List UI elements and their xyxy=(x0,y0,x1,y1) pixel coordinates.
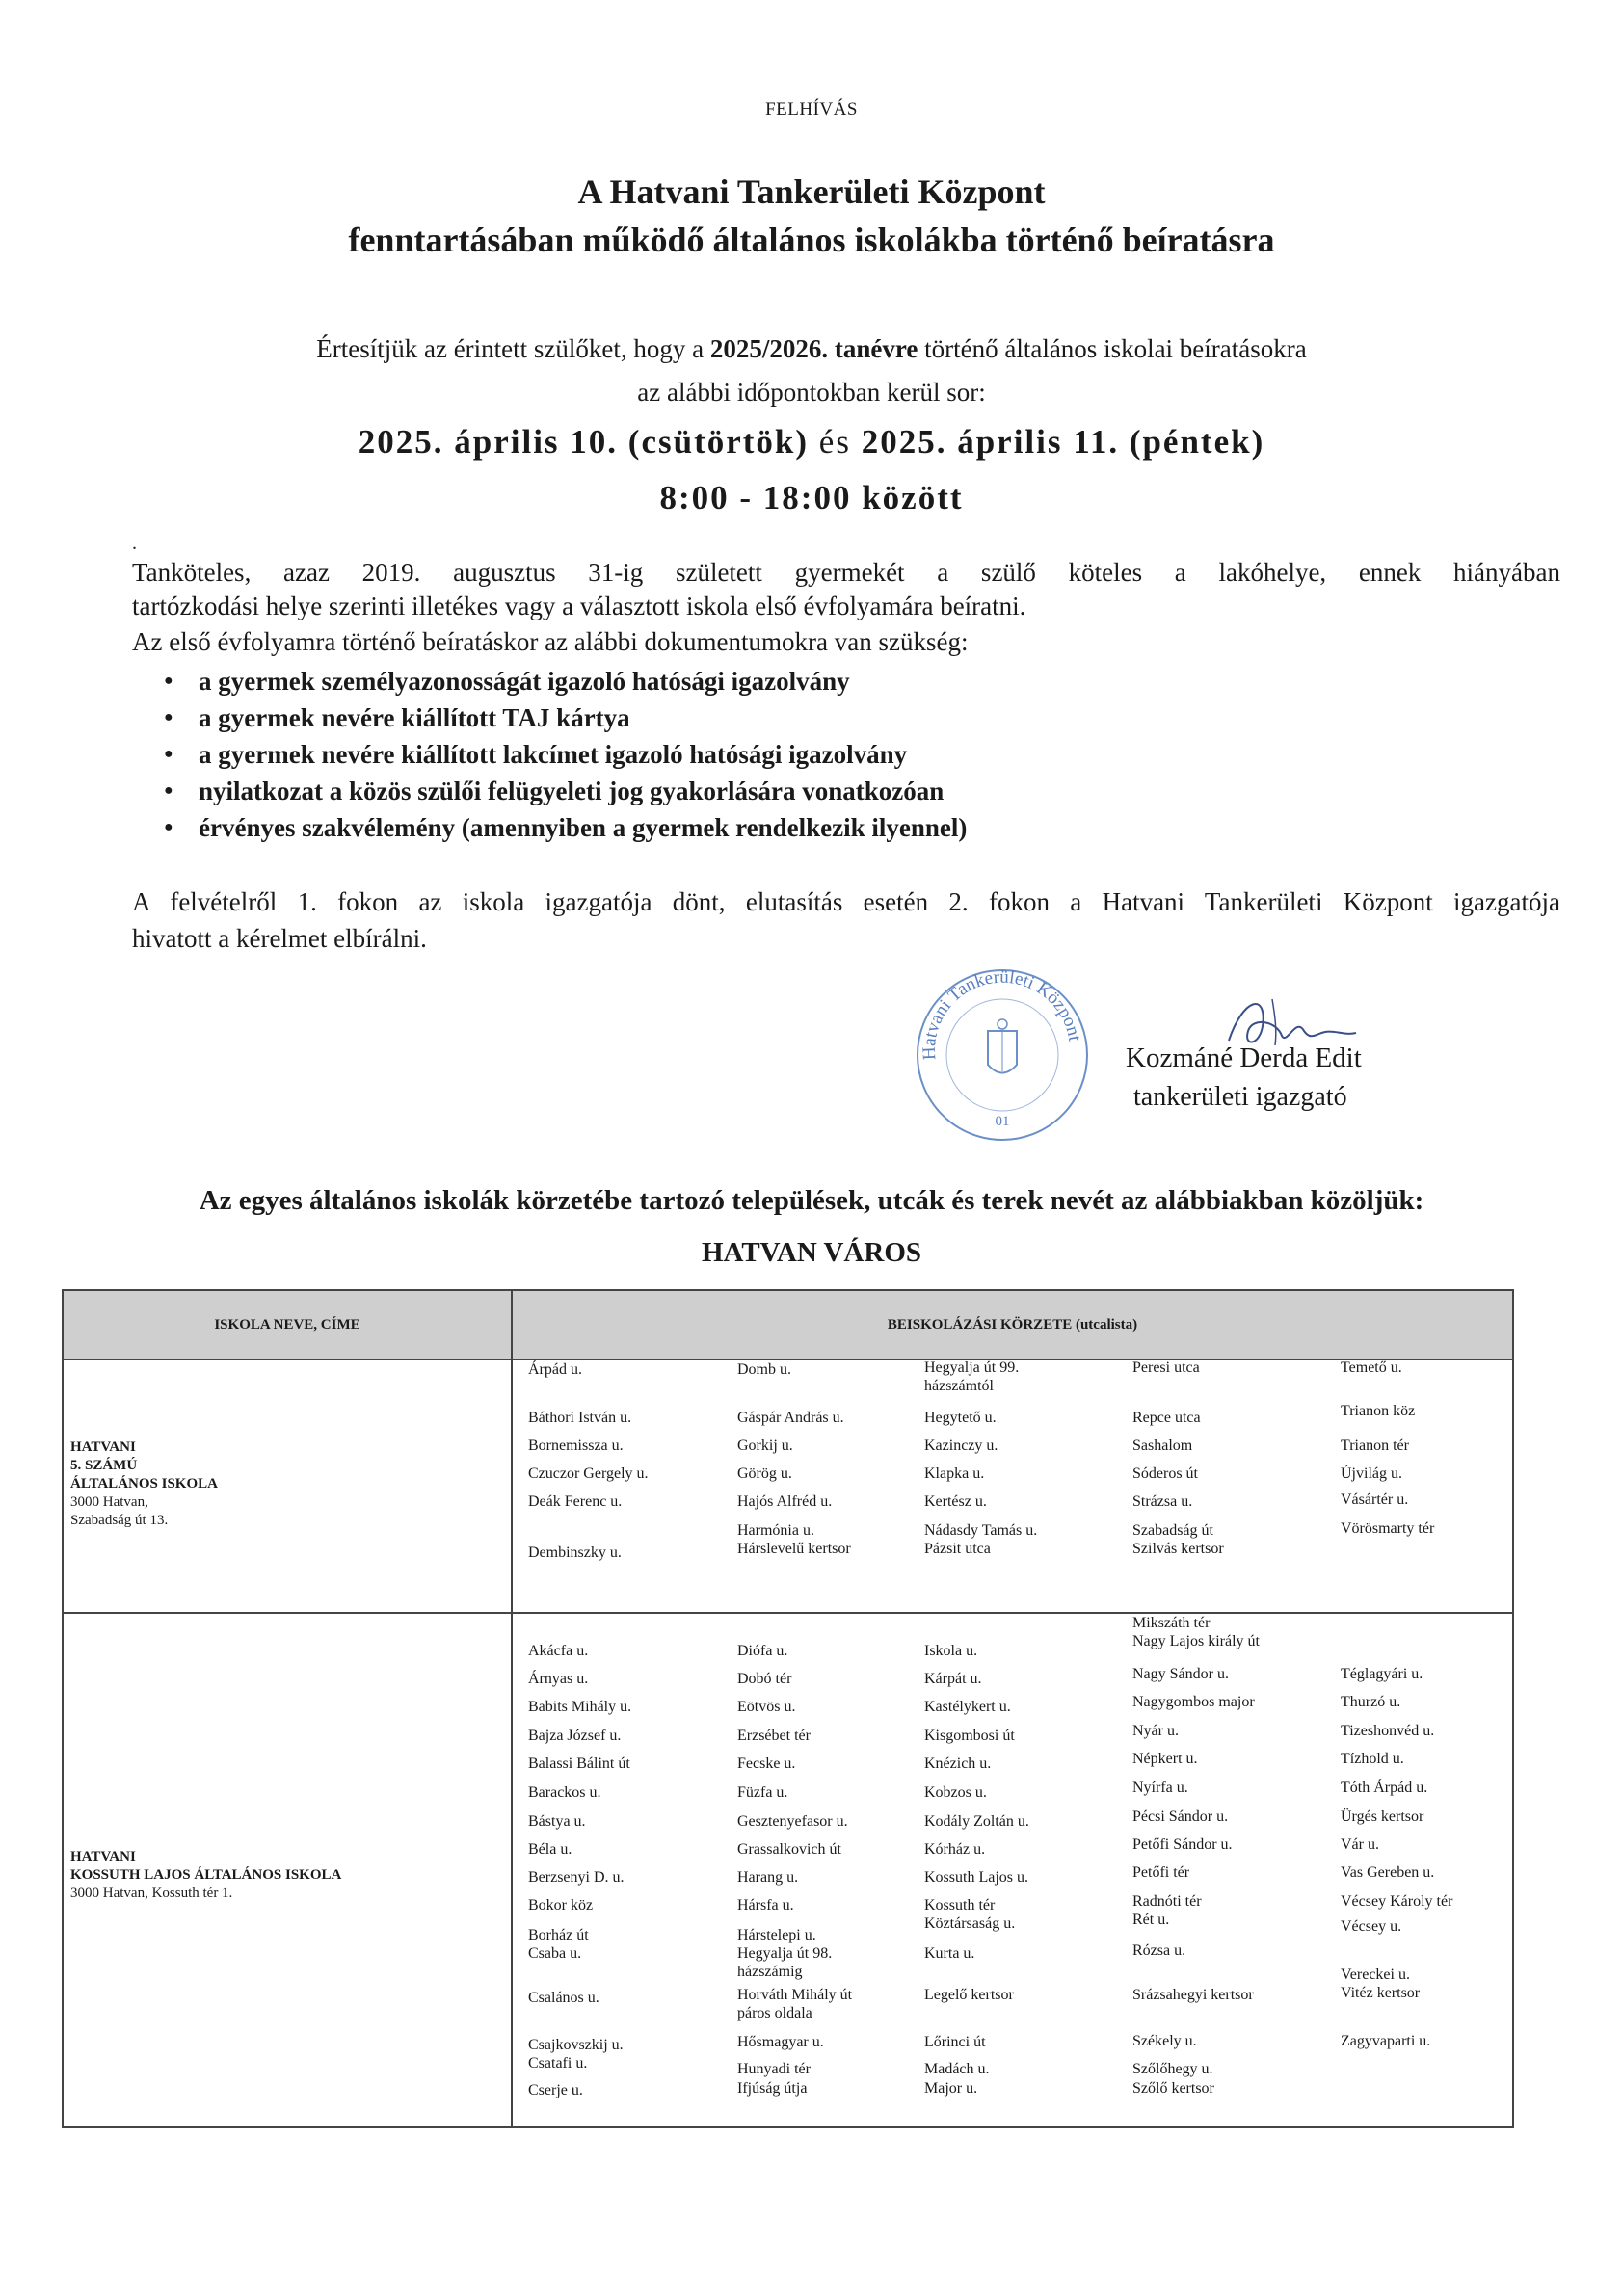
street: Árpád u. xyxy=(528,1361,582,1378)
street: Peresi utca xyxy=(1132,1359,1200,1376)
school-address: Szabadság út 13. xyxy=(70,1513,169,1528)
street: Csalános u. xyxy=(528,1990,599,2006)
street: Hárstelepi u. xyxy=(737,1927,816,1943)
street: Zagyvaparti u. xyxy=(1341,2033,1431,2049)
street: Csaba u. xyxy=(528,1945,582,1962)
street: Vár u. xyxy=(1341,1836,1379,1853)
school-name: HATVANI xyxy=(70,1439,136,1455)
street: Repce utca xyxy=(1132,1410,1201,1426)
street: Vereckei u. xyxy=(1341,1966,1410,1983)
street: Kossuth Lajos u. xyxy=(924,1869,1028,1886)
bullet-icon: ● xyxy=(164,746,173,762)
street: Hunyadi tér xyxy=(737,2061,811,2077)
street: Szőlőhegy u. xyxy=(1132,2061,1213,2077)
street: Diófa u. xyxy=(737,1643,788,1659)
decision-line-2: hivatott a kérelmet elbírálni. xyxy=(132,924,427,953)
street: Kodály Zoltán u. xyxy=(924,1813,1029,1830)
decision-line-1: A felvételről 1. fokon az iskola igazgatója dönt, elutasítás esetén 2. fokon a Hatvani Tankerületi Központ igazgatója xyxy=(132,887,1560,916)
street: Dobó tér xyxy=(737,1671,792,1687)
list-item xyxy=(160,736,967,773)
school-year: 2025/2026. tanévre xyxy=(709,334,918,363)
street: páros oldala xyxy=(737,2005,812,2021)
street: Kurta u. xyxy=(924,1945,975,1962)
street: Dembinszky u. xyxy=(528,1544,622,1561)
signer-name: Kozmáné Derda Edit xyxy=(1126,1042,1362,1073)
street: Hegytető u. xyxy=(924,1410,997,1426)
street: Népkert u. xyxy=(1132,1751,1198,1767)
street: Hősmagyar u. xyxy=(737,2034,824,2050)
street: Erzsébet tér xyxy=(737,1728,811,1744)
document-item: a gyermek nevére kiállított TAJ kártya xyxy=(199,703,630,732)
school-name: ÁLTALÁNOS ISKOLA xyxy=(70,1476,218,1491)
notice-line-1 xyxy=(0,334,1623,364)
street: Kisgombosi út xyxy=(924,1728,1015,1744)
street: Árnyas u. xyxy=(528,1671,589,1687)
street: Barackos u. xyxy=(528,1784,601,1801)
district-intro: Az egyes általános iskolák körzetébe tartozó települések, utcák és terek nevét az alábbiakban közöljük: xyxy=(199,1185,1424,1216)
notice-line-2: az alábbi időpontokban kerül sor: xyxy=(637,378,986,407)
document-item: a gyermek nevére kiállított lakcímet igazoló hatósági igazolvány xyxy=(199,740,908,769)
obligation-paragraph xyxy=(132,556,1560,623)
street: Téglagyári u. xyxy=(1341,1666,1423,1682)
street: Knézich u. xyxy=(924,1755,992,1772)
bullet-icon: ● xyxy=(164,819,173,835)
street: házszámig xyxy=(737,1964,803,1980)
street: Mikszáth tér xyxy=(1132,1615,1211,1631)
street: házszámtól xyxy=(924,1378,994,1394)
date-1: 2025. április 10. (csütörtök) xyxy=(358,423,810,461)
school-address: 3000 Hatvan, Kossuth tér 1. xyxy=(70,1886,233,1901)
street: Temető u. xyxy=(1341,1359,1402,1376)
street: Bokor köz xyxy=(528,1897,594,1913)
school-name: HATVANI xyxy=(70,1849,136,1864)
column-divider xyxy=(511,1291,513,2126)
street: Strázsa u. xyxy=(1132,1493,1193,1510)
street: Kastélykert u. xyxy=(924,1699,1011,1715)
street: Hajós Alfréd u. xyxy=(737,1493,833,1510)
street: Borház út xyxy=(528,1927,589,1943)
street: Hegyalja út 98. xyxy=(737,1945,833,1962)
street: Szőlő kertsor xyxy=(1132,2080,1214,2097)
street: Nagy Sándor u. xyxy=(1132,1666,1229,1682)
school-1-info xyxy=(70,1438,218,1530)
street: Domb u. xyxy=(737,1361,791,1378)
street: Köztársaság u. xyxy=(924,1915,1016,1932)
street: Grassalkovich út xyxy=(737,1841,841,1858)
list-item xyxy=(160,663,967,699)
street: Kobzos u. xyxy=(924,1784,987,1801)
bullet-icon: ● xyxy=(164,709,173,726)
street: Báthori István u. xyxy=(528,1410,632,1426)
street: Pécsi Sándor u. xyxy=(1132,1808,1229,1825)
street: Hegyalja út 99. xyxy=(924,1359,1020,1376)
obligation-line-1: Tanköteles, azaz 2019. augusztus 31-ig született gyermekét a szülő köteles a lakóhelye, ennek hiányában xyxy=(132,558,1560,587)
street: Srázsahegyi kertsor xyxy=(1132,1987,1254,2003)
street: Székely u. xyxy=(1132,2033,1197,2049)
street: Sóderos út xyxy=(1132,1465,1198,1482)
street: Nagy Lajos király út xyxy=(1132,1633,1260,1649)
street: Deák Ferenc u. xyxy=(528,1493,623,1510)
street: Vas Gereben u. xyxy=(1341,1864,1435,1881)
street: Nagygombos major xyxy=(1132,1694,1255,1710)
district-table xyxy=(62,1289,1514,2128)
list-item xyxy=(160,773,967,809)
document-item: érvényes szakvélemény (amennyiben a gyermek rendelkezik ilyennel) xyxy=(199,813,968,842)
street: Vitéz kertsor xyxy=(1341,1985,1421,2001)
decision-paragraph xyxy=(132,884,1560,957)
street: Balassi Bálint út xyxy=(528,1755,630,1772)
document-kicker: FELHÍVÁS xyxy=(765,99,858,119)
street: Béla u. xyxy=(528,1841,572,1858)
street: Major u. xyxy=(924,2080,978,2097)
street: Kórház u. xyxy=(924,1841,986,1858)
street: Szilvás kertsor xyxy=(1132,1541,1224,1557)
school-name: KOSSUTH LAJOS ÁLTALÁNOS ISKOLA xyxy=(70,1867,342,1883)
document-item: nyilatkozat a közös szülői felügyeleti jog gyakorlására vonatkozóan xyxy=(199,777,945,805)
street: Bástya u. xyxy=(528,1813,586,1830)
street: Vörösmarty tér xyxy=(1341,1520,1435,1537)
street: Hársfa u. xyxy=(737,1897,794,1913)
notice-text: történő általános iskolai beíratásokra xyxy=(918,334,1307,363)
street: Tóth Árpád u. xyxy=(1341,1780,1428,1796)
street: Petőfi tér xyxy=(1132,1864,1190,1881)
street: Eötvös u. xyxy=(737,1699,796,1715)
street: Bornemissza u. xyxy=(528,1438,624,1454)
street: Czuczor Gergely u. xyxy=(528,1465,649,1482)
street: Horváth Mihály út xyxy=(737,1987,853,2003)
bullet-icon: ● xyxy=(164,673,173,689)
stamp-text: Hatvani Tankerületi Központ xyxy=(918,966,1085,1061)
row-divider xyxy=(64,1612,1512,1614)
document-title: A Hatvani Tankerületi Központ xyxy=(577,172,1046,211)
street: Füzfa u. xyxy=(737,1784,788,1801)
street: Tizeshonvéd u. xyxy=(1341,1723,1435,1739)
list-item xyxy=(160,699,967,736)
notice-text: Értesítjük az érintett szülőket, hogy a xyxy=(316,334,710,363)
street: Fecske u. xyxy=(737,1755,796,1772)
street: Madách u. xyxy=(924,2061,990,2077)
city-heading: HATVAN VÁROS xyxy=(701,1237,922,1268)
street: Vásártér u. xyxy=(1341,1491,1409,1508)
official-stamp-icon xyxy=(911,963,1094,1147)
obligation-line-2: tartózkodási helye szerinti illetékes vagy a választott iskola első évfolyamára beíratni. xyxy=(132,592,1026,620)
street: Szabadság út xyxy=(1132,1522,1213,1539)
street: Ifjúság útja xyxy=(737,2080,808,2097)
date-conjunction: és xyxy=(818,423,851,461)
school-address: 3000 Hatvan, xyxy=(70,1494,148,1510)
street: Rét u. xyxy=(1132,1912,1170,1928)
street: Bajza József u. xyxy=(528,1728,622,1744)
street: Kossuth tér xyxy=(924,1897,996,1913)
street: Hárslevelű kertsor xyxy=(737,1541,851,1557)
street: Nyírfa u. xyxy=(1132,1780,1188,1796)
street: Thurzó u. xyxy=(1341,1694,1401,1710)
street: Trianon tér xyxy=(1341,1438,1409,1454)
enrollment-hours: 8:00 - 18:00 között xyxy=(659,479,964,516)
street: Klapka u. xyxy=(924,1465,985,1482)
street: Akácfa u. xyxy=(528,1643,589,1659)
street: Görög u. xyxy=(737,1465,792,1482)
school-2-info xyxy=(70,1848,341,1903)
street: Csajkovszkij u. xyxy=(528,2037,624,2053)
column-header-school: ISKOLA NEVE, CÍME xyxy=(214,1317,360,1333)
street: Babits Mihály u. xyxy=(528,1699,632,1715)
document-item: a gyermek személyazonosságát igazoló hatósági igazolvány xyxy=(199,667,850,696)
street: Harang u. xyxy=(737,1869,799,1886)
street: Pázsit utca xyxy=(924,1541,991,1557)
document-subtitle: fenntartásában működő általános iskolákba történő beíratásra xyxy=(348,221,1275,259)
street: Nádasdy Tamás u. xyxy=(924,1522,1038,1539)
street: Tízhold u. xyxy=(1341,1751,1404,1767)
date-2: 2025. április 11. (péntek) xyxy=(861,423,1265,461)
street: Gesztenyefasor u. xyxy=(737,1813,848,1830)
stray-dot: . xyxy=(132,533,137,554)
street: Nyár u. xyxy=(1132,1723,1179,1739)
street: Lőrinci út xyxy=(924,2034,986,2050)
signer-title: tankerületi igazgató xyxy=(1133,1082,1347,1112)
street: Újvilág u. xyxy=(1341,1465,1402,1482)
street: Vécsey u. xyxy=(1341,1918,1402,1935)
bullet-icon: ● xyxy=(164,782,173,799)
street: Rózsa u. xyxy=(1132,1942,1186,1959)
street: Trianon köz xyxy=(1341,1403,1416,1419)
street: Ürgés kertsor xyxy=(1341,1808,1424,1825)
list-item xyxy=(160,809,967,846)
street: Kertész u. xyxy=(924,1493,987,1510)
street: Kazinczy u. xyxy=(924,1438,998,1454)
street: Vécsey Károly tér xyxy=(1341,1893,1453,1910)
street: Sashalom xyxy=(1132,1438,1193,1454)
street: Legelő kertsor xyxy=(924,1987,1014,2003)
street: Csatafi u. xyxy=(528,2055,588,2072)
street: Radnóti tér xyxy=(1132,1893,1202,1910)
street: Kárpát u. xyxy=(924,1671,982,1687)
stamp-number: 01 xyxy=(995,1114,1010,1129)
enrollment-dates xyxy=(0,423,1623,462)
street: Iskola u. xyxy=(924,1643,978,1659)
street: Petőfi Sándor u. xyxy=(1132,1836,1233,1853)
street: Berzsenyi D. u. xyxy=(528,1869,625,1886)
street: Gáspár András u. xyxy=(737,1410,844,1426)
street: Cserje u. xyxy=(528,2082,583,2098)
documents-intro: Az első évfolyamra történő beíratáskor az alábbi dokumentumokra van szükség: xyxy=(132,627,969,656)
documents-list xyxy=(160,663,967,846)
column-header-district: BEISKOLÁZÁSI KÖRZETE (utcalista) xyxy=(887,1317,1138,1333)
school-name: 5. SZÁMÚ xyxy=(70,1458,138,1473)
street: Harmónia u. xyxy=(737,1522,814,1539)
street: Gorkij u. xyxy=(737,1438,793,1454)
